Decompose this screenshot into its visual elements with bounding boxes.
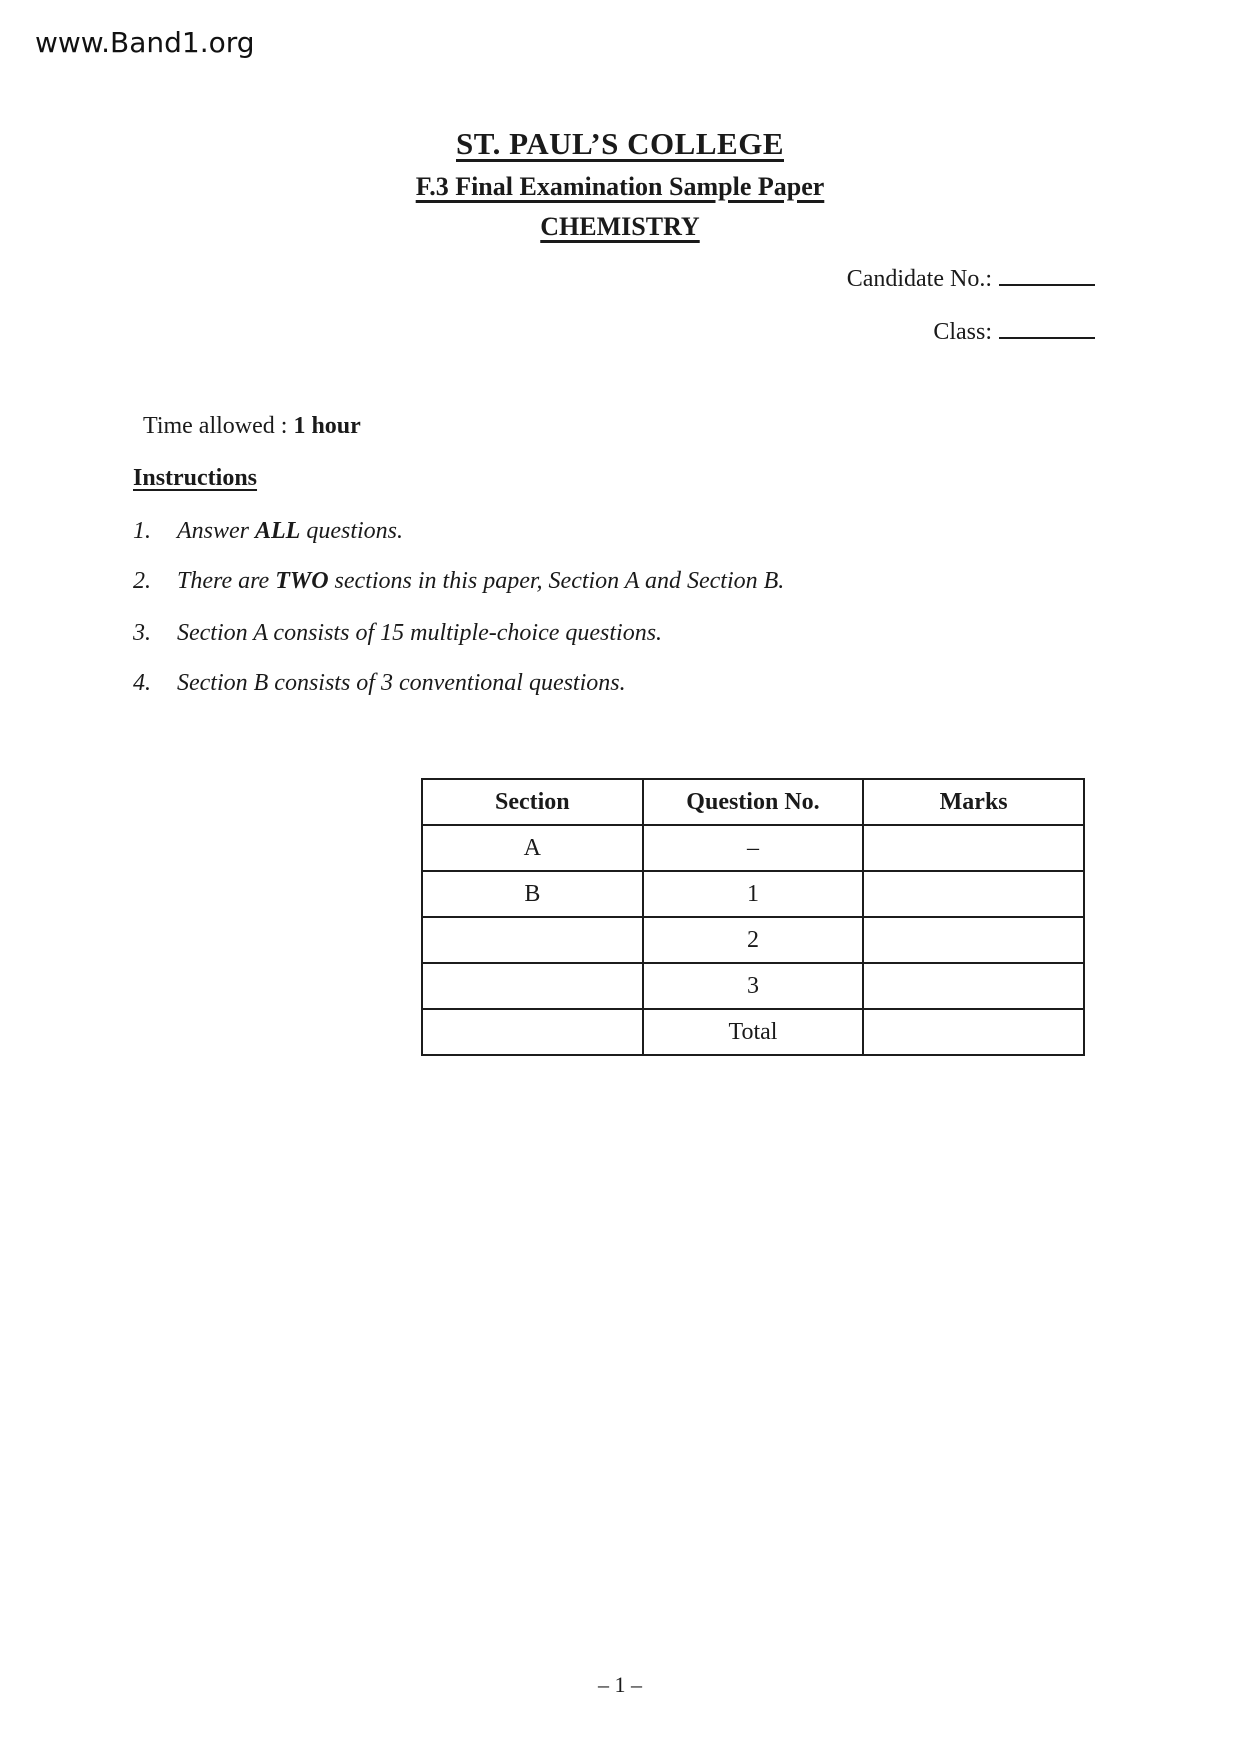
cell-section: A xyxy=(422,825,643,871)
cell-marks xyxy=(863,963,1084,1009)
school-title-text: ST. PAUL’S COLLEGE xyxy=(456,126,784,161)
column-header-question-no: Question No. xyxy=(643,779,864,825)
subject-title xyxy=(0,212,1240,242)
exam-title-text: F.3 Final Examination Sample Paper xyxy=(415,172,825,201)
school-title xyxy=(0,126,1240,162)
instruction-4-text: Section B consists of 3 conventional questions. xyxy=(177,670,626,696)
cell-question-no: 2 xyxy=(643,917,864,963)
instruction-item-2 xyxy=(133,568,784,595)
table-row xyxy=(422,917,1084,963)
instructions-heading: Instructions xyxy=(133,465,258,491)
page-number: – 1 – xyxy=(598,1672,642,1697)
cell-marks xyxy=(863,825,1084,871)
cell-marks xyxy=(863,1009,1084,1055)
instruction-1-number: 1. xyxy=(133,518,151,544)
cell-question-no: 1 xyxy=(643,871,864,917)
table-row xyxy=(422,1009,1084,1055)
cell-question-no: Total xyxy=(643,1009,864,1055)
candidate-no-field xyxy=(847,258,1095,293)
cell-question-no: – xyxy=(643,825,864,871)
cell-section xyxy=(422,917,643,963)
instruction-item-4 xyxy=(133,670,626,697)
marks-table-header-row xyxy=(422,779,1084,825)
time-allowed-label: Time allowed : xyxy=(143,413,288,439)
instruction-item-3 xyxy=(133,620,662,647)
table-row xyxy=(422,871,1084,917)
exam-title xyxy=(0,172,1240,202)
cell-question-no: 3 xyxy=(643,963,864,1009)
cell-marks xyxy=(863,871,1084,917)
cell-section xyxy=(422,963,643,1009)
instruction-2-number: 2. xyxy=(133,568,151,594)
class-field xyxy=(933,311,1095,346)
cell-section: B xyxy=(422,871,643,917)
instruction-item-1 xyxy=(133,518,403,545)
time-allowed-line xyxy=(143,413,361,440)
instruction-3-number: 3. xyxy=(133,620,151,646)
candidate-no-label: Candidate No.: xyxy=(846,266,992,292)
cell-section xyxy=(422,1009,643,1055)
class-label: Class: xyxy=(933,319,992,345)
cell-marks xyxy=(863,917,1084,963)
column-header-section: Section xyxy=(422,779,643,825)
instruction-3-text: Section A consists of 15 multiple-choice questions. xyxy=(177,620,663,646)
watermark-url: www.Band1.org xyxy=(35,26,255,59)
candidate-no-blank xyxy=(999,258,1095,286)
instruction-1-text: Answer ALL questions. xyxy=(177,518,403,544)
instruction-2-text: There are TWO sections in this paper, Section A and Section B. xyxy=(177,568,785,594)
time-allowed-value: 1 hour xyxy=(293,413,361,439)
marks-table xyxy=(421,778,1085,1056)
subject-title-text: CHEMISTRY xyxy=(540,212,700,241)
table-row xyxy=(422,825,1084,871)
column-header-marks: Marks xyxy=(863,779,1084,825)
class-blank xyxy=(999,311,1095,339)
table-row xyxy=(422,963,1084,1009)
instruction-4-number: 4. xyxy=(133,670,151,696)
